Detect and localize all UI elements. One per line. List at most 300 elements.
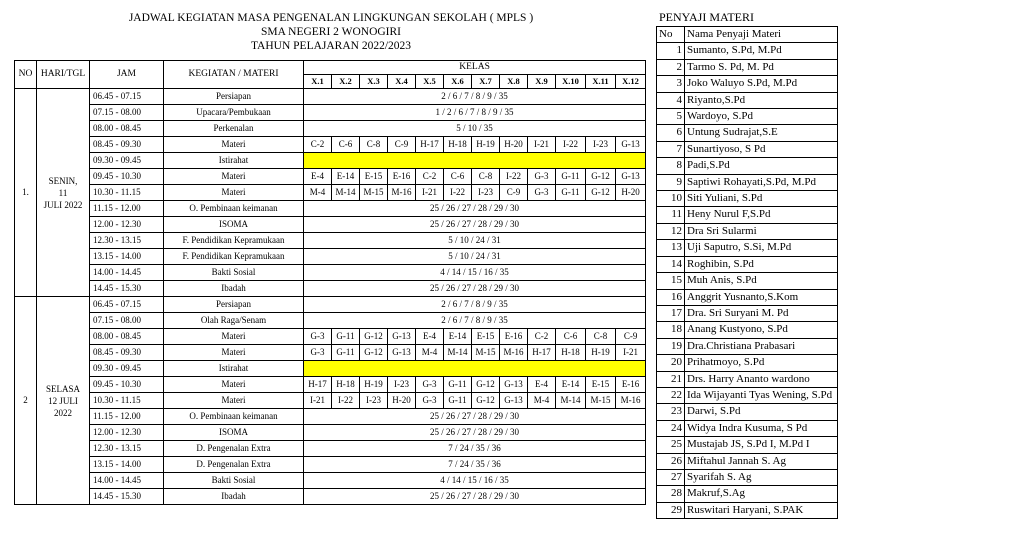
activity-cell: Materi (164, 169, 304, 185)
presenter-span-cell: 2 / 6 / 7 / 8 / 9 / 35 (304, 89, 646, 105)
class-presenter-cell: I-22 (556, 137, 586, 153)
class-presenter-cell: I-21 (416, 185, 444, 201)
class-header: X.9 (528, 75, 556, 89)
class-presenter-cell: G-3 (528, 185, 556, 201)
presenter-number: 2 (657, 59, 685, 75)
class-presenter-cell: H-20 (500, 137, 528, 153)
presenter-number: 26 (657, 453, 685, 469)
class-header: X.4 (388, 75, 416, 89)
class-presenter-cell: E-15 (586, 377, 616, 393)
presenter-number: 6 (657, 125, 685, 141)
presenters-table (656, 26, 838, 519)
time-cell: 12.00 - 12.30 (90, 217, 164, 233)
class-presenter-cell: E-4 (304, 169, 332, 185)
class-presenter-cell: M-4 (528, 393, 556, 409)
activity-cell: Perkenalan (164, 121, 304, 137)
presenter-row (657, 338, 838, 354)
presenter-name: Riyanto,S.Pd (685, 92, 838, 108)
time-cell: 13.15 - 14.00 (90, 249, 164, 265)
time-cell: 12.30 - 13.15 (90, 233, 164, 249)
presenter-span-cell: 7 / 24 / 35 / 36 (304, 441, 646, 457)
class-presenter-cell: E-15 (360, 169, 388, 185)
class-presenter-cell: M-16 (388, 185, 416, 201)
time-cell: 12.00 - 12.30 (90, 425, 164, 441)
activity-cell: ISOMA (164, 217, 304, 233)
schedule-table (14, 60, 646, 505)
class-presenter-cell: I-23 (388, 377, 416, 393)
presenter-name: Ida Wijayanti Tyas Wening, S.Pd (685, 387, 838, 403)
schedule-row (15, 457, 646, 473)
class-presenter-cell: M-14 (332, 185, 360, 201)
class-presenter-cell: G-13 (500, 393, 528, 409)
time-cell: 08.00 - 08.45 (90, 121, 164, 137)
presenter-number: 18 (657, 322, 685, 338)
class-presenter-cell: E-4 (416, 329, 444, 345)
schedule-row (15, 473, 646, 489)
presenter-number: 5 (657, 109, 685, 125)
presenter-row (657, 207, 838, 223)
time-cell: 08.00 - 08.45 (90, 329, 164, 345)
presenter-span-cell: 25 / 26 / 27 / 28 / 29 / 30 (304, 217, 646, 233)
activity-cell: Materi (164, 345, 304, 361)
class-header: X.11 (586, 75, 616, 89)
presenter-number: 11 (657, 207, 685, 223)
time-cell: 06.45 - 07.15 (90, 297, 164, 313)
presenter-span-cell: 5 / 10 / 24 / 31 (304, 249, 646, 265)
schedule-row (15, 409, 646, 425)
class-presenter-cell: G-13 (616, 169, 646, 185)
presenter-name: Dra Sri Sularmi (685, 223, 838, 239)
class-presenter-cell: C-9 (388, 137, 416, 153)
class-presenter-cell: G-11 (556, 185, 586, 201)
class-presenter-cell: C-6 (332, 137, 360, 153)
class-header: X.1 (304, 75, 332, 89)
activity-cell: F. Pendidikan Kepramukaan (164, 249, 304, 265)
presenter-row (657, 437, 838, 453)
presenter-span-cell: 2 / 6 / 7 / 8 / 9 / 35 (304, 297, 646, 313)
presenter-number: 17 (657, 305, 685, 321)
presenter-name: Anggrit Yusnanto,S.Kom (685, 289, 838, 305)
time-cell: 11.15 - 12.00 (90, 201, 164, 217)
class-presenter-cell: C-8 (586, 329, 616, 345)
schedule-row (15, 105, 646, 121)
class-presenter-cell: G-13 (388, 329, 416, 345)
class-presenter-cell: G-11 (332, 345, 360, 361)
presenter-name: Syarifah S. Ag (685, 469, 838, 485)
presenter-number: 7 (657, 141, 685, 157)
activity-cell: Istirahat (164, 153, 304, 169)
presenter-row (657, 43, 838, 59)
presenters-header-row (657, 27, 838, 43)
presenter-name: Mustajab JS, S.Pd I, M.Pd I (685, 437, 838, 453)
presenter-number: 25 (657, 437, 685, 453)
time-cell: 11.15 - 12.00 (90, 409, 164, 425)
presenter-name: Muh Anis, S.Pd (685, 273, 838, 289)
class-presenter-cell: H-19 (472, 137, 500, 153)
activity-cell: Persiapan (164, 297, 304, 313)
class-presenter-cell: G-11 (444, 393, 472, 409)
presenter-row (657, 273, 838, 289)
presenter-name: Widya Indra Kusuma, S Pd (685, 420, 838, 436)
activity-cell: O. Pembinaan keimanan (164, 409, 304, 425)
col-kelas-header: KELAS (304, 61, 646, 75)
presenter-name: Anang Kustyono, S.Pd (685, 322, 838, 338)
activity-cell: O. Pembinaan keimanan (164, 201, 304, 217)
presenter-row (657, 174, 838, 190)
schedule-row (15, 137, 646, 153)
class-presenter-cell: H-18 (444, 137, 472, 153)
presenter-number: 15 (657, 273, 685, 289)
presenter-span-cell: 25 / 26 / 27 / 28 / 29 / 30 (304, 201, 646, 217)
class-presenter-cell: C-8 (472, 169, 500, 185)
activity-cell: ISOMA (164, 425, 304, 441)
class-presenter-cell: G-3 (416, 377, 444, 393)
presenter-span-cell: 25 / 26 / 27 / 28 / 29 / 30 (304, 425, 646, 441)
presenter-name: Wardoyo, S.Pd (685, 109, 838, 125)
presenter-row (657, 371, 838, 387)
schedule-row (15, 153, 646, 169)
activity-cell: Istirahat (164, 361, 304, 377)
presenter-name: Drs. Harry Ananto wardono (685, 371, 838, 387)
presenter-name: Darwi, S.Pd (685, 404, 838, 420)
class-presenter-cell: M-15 (472, 345, 500, 361)
day-date-line: 12 JULI (48, 395, 78, 406)
time-cell: 08.45 - 09.30 (90, 345, 164, 361)
class-presenter-cell: C-2 (528, 329, 556, 345)
col-no-header: NO (15, 61, 37, 89)
presenter-name: Padi,S.Pd (685, 158, 838, 174)
presenter-number: 16 (657, 289, 685, 305)
presenter-number: 27 (657, 469, 685, 485)
presenter-name: Untung Sudrajat,S.E (685, 125, 838, 141)
time-cell: 10.30 - 11.15 (90, 185, 164, 201)
activity-cell: Materi (164, 329, 304, 345)
presenter-span-cell: 25 / 26 / 27 / 28 / 29 / 30 (304, 409, 646, 425)
activity-cell: Upacara/Pembukaan (164, 105, 304, 121)
time-cell: 10.30 - 11.15 (90, 393, 164, 409)
presenters-title: PENYAJI MATERI (659, 10, 755, 24)
time-cell: 09.30 - 09.45 (90, 361, 164, 377)
class-presenter-cell: H-17 (416, 137, 444, 153)
schedule-row (15, 249, 646, 265)
class-presenter-cell: H-18 (332, 377, 360, 393)
schedule-row (15, 281, 646, 297)
class-header: X.5 (416, 75, 444, 89)
day-date-line: SENIN, (48, 175, 78, 186)
class-presenter-cell: M-15 (586, 393, 616, 409)
time-cell: 14.45 - 15.30 (90, 489, 164, 505)
time-cell: 06.45 - 07.15 (90, 89, 164, 105)
presenter-name: Sunartiyoso, S Pd (685, 141, 838, 157)
presenter-row (657, 141, 838, 157)
presenter-number: 20 (657, 355, 685, 371)
class-presenter-cell: G-12 (472, 393, 500, 409)
class-presenter-cell: M-4 (416, 345, 444, 361)
schedule-row (15, 313, 646, 329)
schedule-row (15, 121, 646, 137)
presenter-name: Ruswitari Haryani, S.PAK (685, 502, 838, 518)
presenter-span-cell: 4 / 14 / 15 / 16 / 35 (304, 265, 646, 281)
class-header: X.7 (472, 75, 500, 89)
class-presenter-cell: G-13 (388, 345, 416, 361)
activity-cell: F. Pendidikan Kepramukaan (164, 233, 304, 249)
class-presenter-cell: G-12 (586, 185, 616, 201)
class-presenter-cell: C-2 (416, 169, 444, 185)
class-presenter-cell: I-23 (360, 393, 388, 409)
presenter-number: 14 (657, 256, 685, 272)
presenter-name: Miftahul Jannah S. Ag (685, 453, 838, 469)
presenter-span-cell: 25 / 26 / 27 / 28 / 29 / 30 (304, 281, 646, 297)
presenter-span-cell: 5 / 10 / 24 / 31 (304, 233, 646, 249)
presenter-name: Tarmo S. Pd, M. Pd (685, 59, 838, 75)
time-cell: 13.15 - 14.00 (90, 457, 164, 473)
presenter-number: 8 (657, 158, 685, 174)
class-presenter-cell: H-20 (616, 185, 646, 201)
presenter-name: Siti Yuliani, S.Pd (685, 191, 838, 207)
presenter-name: Sumanto, S.Pd, M.Pd (685, 43, 838, 59)
activity-cell: Persiapan (164, 89, 304, 105)
class-header: X.12 (616, 75, 646, 89)
class-presenter-cell: I-23 (586, 137, 616, 153)
day-number: 1. (15, 89, 37, 297)
break-highlight (304, 153, 646, 169)
activity-cell: D. Pengenalan Extra (164, 457, 304, 473)
schedule-row (15, 345, 646, 361)
day-date (37, 297, 90, 505)
school-name: SMA NEGERI 2 WONOGIRI (260, 26, 402, 38)
class-presenter-cell: G-11 (556, 169, 586, 185)
class-presenter-cell: E-4 (528, 377, 556, 393)
class-presenter-cell: G-3 (304, 345, 332, 361)
class-presenter-cell: H-20 (388, 393, 416, 409)
activity-cell: D. Pengenalan Extra (164, 441, 304, 457)
col-activity-header: KEGIATAN / MATERI (164, 61, 304, 89)
time-cell: 12.30 - 13.15 (90, 441, 164, 457)
class-presenter-cell: G-13 (500, 377, 528, 393)
schedule-row (15, 377, 646, 393)
class-presenter-cell: M-4 (304, 185, 332, 201)
time-cell: 09.45 - 10.30 (90, 169, 164, 185)
class-presenter-cell: C-2 (304, 137, 332, 153)
presenter-name: Saptiwi Rohayati,S.Pd, M.Pd (685, 174, 838, 190)
schedule-row (15, 217, 646, 233)
class-presenter-cell: G-12 (472, 377, 500, 393)
class-presenter-cell: E-14 (556, 377, 586, 393)
presenter-number: 4 (657, 92, 685, 108)
class-presenter-cell: C-6 (444, 169, 472, 185)
header-row (15, 61, 646, 75)
presenter-number: 29 (657, 502, 685, 518)
presenter-number: 21 (657, 371, 685, 387)
presenter-number: 22 (657, 387, 685, 403)
class-presenter-cell: I-21 (528, 137, 556, 153)
presenters-col-name: Nama Penyaji Materi (685, 27, 838, 43)
class-header: X.8 (500, 75, 528, 89)
class-presenter-cell: M-14 (556, 393, 586, 409)
schedule-row (15, 233, 646, 249)
class-presenter-cell: C-9 (500, 185, 528, 201)
activity-cell: Materi (164, 393, 304, 409)
presenter-row (657, 223, 838, 239)
time-cell: 14.00 - 14.45 (90, 265, 164, 281)
presenter-row (657, 158, 838, 174)
presenter-name: Prihatmoyo, S.Pd (685, 355, 838, 371)
schedule-row (15, 441, 646, 457)
schedule-row (15, 89, 646, 105)
class-presenter-cell: E-14 (444, 329, 472, 345)
presenter-row (657, 92, 838, 108)
presenter-number: 24 (657, 420, 685, 436)
schedule-row (15, 489, 646, 505)
schedule-row (15, 393, 646, 409)
schedule-row (15, 297, 646, 313)
presenter-name: Heny Nurul F,S.Pd (685, 207, 838, 223)
time-cell: 07.15 - 08.00 (90, 313, 164, 329)
class-presenter-cell: G-12 (360, 345, 388, 361)
presenter-row (657, 486, 838, 502)
class-presenter-cell: G-12 (586, 169, 616, 185)
class-header: X.10 (556, 75, 586, 89)
class-presenter-cell: C-6 (556, 329, 586, 345)
day-number: 2 (15, 297, 37, 505)
class-presenter-cell: H-18 (556, 345, 586, 361)
presenter-row (657, 355, 838, 371)
time-cell: 07.15 - 08.00 (90, 105, 164, 121)
time-cell: 09.30 - 09.45 (90, 153, 164, 169)
presenter-row (657, 305, 838, 321)
presenter-number: 13 (657, 240, 685, 256)
class-presenter-cell: E-16 (616, 377, 646, 393)
activity-cell: Olah Raga/Senam (164, 313, 304, 329)
class-header: X.2 (332, 75, 360, 89)
presenter-row (657, 453, 838, 469)
class-presenter-cell: E-14 (332, 169, 360, 185)
day-date-line: JULI 2022 (43, 199, 83, 210)
presenter-row (657, 76, 838, 92)
presenter-row (657, 322, 838, 338)
col-jam-header: JAM (90, 61, 164, 89)
class-presenter-cell: M-15 (360, 185, 388, 201)
presenter-name: Uji Saputro, S.Si, M.Pd (685, 240, 838, 256)
class-presenter-cell: G-3 (528, 169, 556, 185)
col-day-header: HARI/TGL (37, 61, 90, 89)
presenter-number: 19 (657, 338, 685, 354)
class-presenter-cell: I-21 (304, 393, 332, 409)
presenter-span-cell: 4 / 14 / 15 / 16 / 35 (304, 473, 646, 489)
presenter-span-cell: 5 / 10 / 35 (304, 121, 646, 137)
class-presenter-cell: E-15 (472, 329, 500, 345)
presenters-col-no: No (657, 27, 685, 43)
presenter-span-cell: 1 / 2 / 6 / 7 / 8 / 9 / 35 (304, 105, 646, 121)
activity-cell: Ibadah (164, 281, 304, 297)
day-date (37, 89, 90, 297)
class-presenter-cell: H-17 (528, 345, 556, 361)
presenter-number: 9 (657, 174, 685, 190)
day-date-line: 11 (58, 187, 68, 198)
activity-cell: Bakti Sosial (164, 473, 304, 489)
presenter-number: 12 (657, 223, 685, 239)
presenter-name: Roghibin, S.Pd (685, 256, 838, 272)
presenter-name: Dra. Sri Suryani M. Pd (685, 305, 838, 321)
break-highlight (304, 361, 646, 377)
day-date-line: 2022 (54, 407, 72, 418)
presenter-row (657, 59, 838, 75)
class-presenter-cell: I-22 (500, 169, 528, 185)
class-presenter-cell: G-11 (332, 329, 360, 345)
class-presenter-cell: C-9 (616, 329, 646, 345)
class-presenter-cell: H-19 (360, 377, 388, 393)
presenter-row (657, 125, 838, 141)
presenter-number: 1 (657, 43, 685, 59)
presenter-number: 10 (657, 191, 685, 207)
schedule-row (15, 329, 646, 345)
class-presenter-cell: I-22 (444, 185, 472, 201)
class-presenter-cell: H-17 (304, 377, 332, 393)
activity-cell: Materi (164, 185, 304, 201)
class-presenter-cell: C-8 (360, 137, 388, 153)
presenter-span-cell: 7 / 24 / 35 / 36 (304, 457, 646, 473)
class-presenter-cell: G-13 (616, 137, 646, 153)
time-cell: 09.45 - 10.30 (90, 377, 164, 393)
document-title: JADWAL KEGIATAN MASA PENGENALAN LINGKUNGAN SEKOLAH ( MPLS ) (128, 12, 534, 24)
presenter-row (657, 289, 838, 305)
presenter-row (657, 502, 838, 518)
class-presenter-cell: G-12 (360, 329, 388, 345)
presenter-name: Dra.Christiana Prabasari (685, 338, 838, 354)
presenter-number: 3 (657, 76, 685, 92)
activity-cell: Materi (164, 377, 304, 393)
class-presenter-cell: M-16 (616, 393, 646, 409)
presenter-number: 23 (657, 404, 685, 420)
class-presenter-cell: M-16 (500, 345, 528, 361)
presenter-row (657, 404, 838, 420)
presenter-span-cell: 2 / 6 / 7 / 8 / 9 / 35 (304, 313, 646, 329)
activity-cell: Ibadah (164, 489, 304, 505)
class-presenter-cell: G-11 (444, 377, 472, 393)
class-presenter-cell: I-23 (472, 185, 500, 201)
class-header: X.6 (444, 75, 472, 89)
activity-cell: Bakti Sosial (164, 265, 304, 281)
presenter-row (657, 240, 838, 256)
presenter-row (657, 469, 838, 485)
time-cell: 14.45 - 15.30 (90, 281, 164, 297)
class-presenter-cell: E-16 (500, 329, 528, 345)
class-header: X.3 (360, 75, 388, 89)
schedule-row (15, 425, 646, 441)
presenter-row (657, 109, 838, 125)
presenter-row (657, 387, 838, 403)
class-presenter-cell: G-3 (416, 393, 444, 409)
time-cell: 08.45 - 09.30 (90, 137, 164, 153)
presenter-span-cell: 25 / 26 / 27 / 28 / 29 / 30 (304, 489, 646, 505)
class-presenter-cell: I-22 (332, 393, 360, 409)
presenter-row (657, 420, 838, 436)
schedule-row (15, 185, 646, 201)
presenter-name: Joko Waluyo S.Pd, M.Pd (685, 76, 838, 92)
class-presenter-cell: H-19 (586, 345, 616, 361)
presenter-row (657, 191, 838, 207)
presenter-number: 28 (657, 486, 685, 502)
schedule-row (15, 169, 646, 185)
schedule-row (15, 265, 646, 281)
schedule-row (15, 361, 646, 377)
class-presenter-cell: G-3 (304, 329, 332, 345)
class-presenter-cell: I-21 (616, 345, 646, 361)
schedule-row (15, 201, 646, 217)
day-date-line: SELASA (45, 383, 80, 394)
presenter-name: Makruf,S.Ag (685, 486, 838, 502)
class-presenter-cell: E-16 (388, 169, 416, 185)
